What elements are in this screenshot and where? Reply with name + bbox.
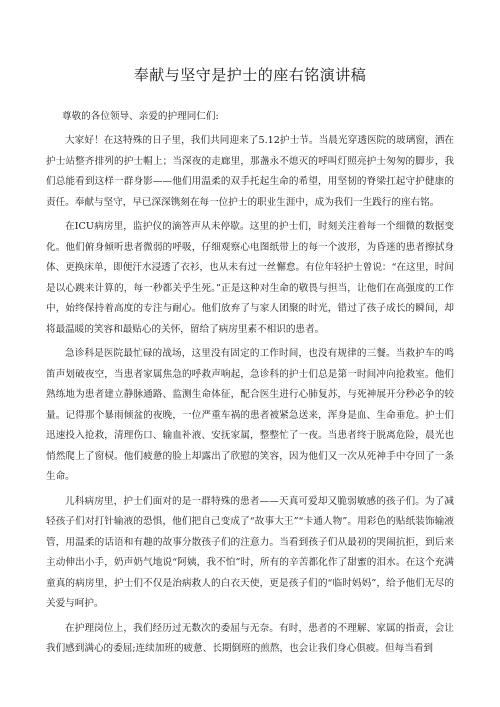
paragraph-2: 在ICU病房里，监护仪的滴答声从未停歇。这里的护士们，时刻关注着每一个细微的数据变化。他们俯身倾听患者微弱的呼吸，仔细观察心电图纸带上的每一个波形，为昏迷的患者擦拭身体、更换床单，即便汗水浸透了衣衫，也从未有过一丝懈怠。有位年轻护士曾说：“在这里，时间是以心跳来计算的，每一秒都关乎生死。”正是这种对生命的敬畏与担当，让他们在高强度的工作中，始终保持着高度的专注与耐心。他们放弃了与家人团聚的时光，错过了孩子成长的瞬间，却将最温暖的笑容和最贴心的关怀，留给了病房里素不相识的患者。 — [46, 221, 454, 335]
paragraph-1: 大家好！在这特殊的日子里，我们共同迎来了5.12护士节。当晨光穿透医院的玻璃窗，洒在护士站整齐排列的护士帽上；当深夜的走廊里，那盏永不熄灭的呼叫灯照亮护士匆匆的脚步，我们总能看到这样一群身影——他们用温柔的双手托起生命的希望，用坚韧的脊梁扛起守护健康的责任。奉献与坚守，早已深深镌刻在每一位护士的职业生涯中，成为我们一生践行的座右铭。 — [46, 135, 454, 208]
document-title: 奉献与坚守是护士的座右铭演讲稿 — [133, 66, 367, 84]
paragraph-3: 急诊科是医院最忙碌的战场，这里没有固定的工作时间，也没有规律的三餐。当救护车的鸣笛声划破夜空，当患者家属焦急的呼救声响起，急诊科的护士们总是第一时间冲向抢救室。他们熟练地为患者建立静脉通路、监测生命体征，配合医生进行心肺复苏，与死神展开分秒必争的较量。记得那个暴雨倾盆的夜晚，一位严重车祸的患者被紧急送来，浑身是血、生命垂危。护士们迅速投入抢救，清理伤口、输血补液、安抚家属，整整忙了一夜。当患者终于脱离危险，晨光也悄然爬上了窗棂。他们疲惫的脸上却露出了欣慰的笑容，因为他们又一次从死神手中夺回了一条生命。 — [46, 348, 454, 482]
paragraph-5: 在护理岗位上，我们经历过无数次的委屈与无奈。有时，患者的不理解、家属的指责，会让我们感到满心的委屈;连续加班的疲惫、长期倒班的煎熬，也会让我们身心俱疲。但每当看到 — [46, 622, 454, 654]
paragraph-4: 儿科病房里，护士们面对的是一群特殊的患者——天真可爱却又脆弱敏感的孩子们。为了减轻孩子们对打针输液的恐惧，他们把自己变成了“故事大王”“卡通人物”。用彩色的贴纸装饰输液管，用温柔的话语和有趣的故事分散孩子们的注意力。当看到孩子们从最初的哭闹抗拒，到后来主动伸出小手，奶声奶气地说“阿姨，我不怕”时，所有的辛苦都化作了甜蜜的泪水。在这个充满童真的病房里，护士们不仅是治病救人的白衣天使，更是孩子们的“临时妈妈”，给予他们无尽的关爱与呵护。 — [46, 495, 454, 609]
salutation: 尊敬的各位领导、亲爱的护理同仁们: — [62, 111, 219, 122]
